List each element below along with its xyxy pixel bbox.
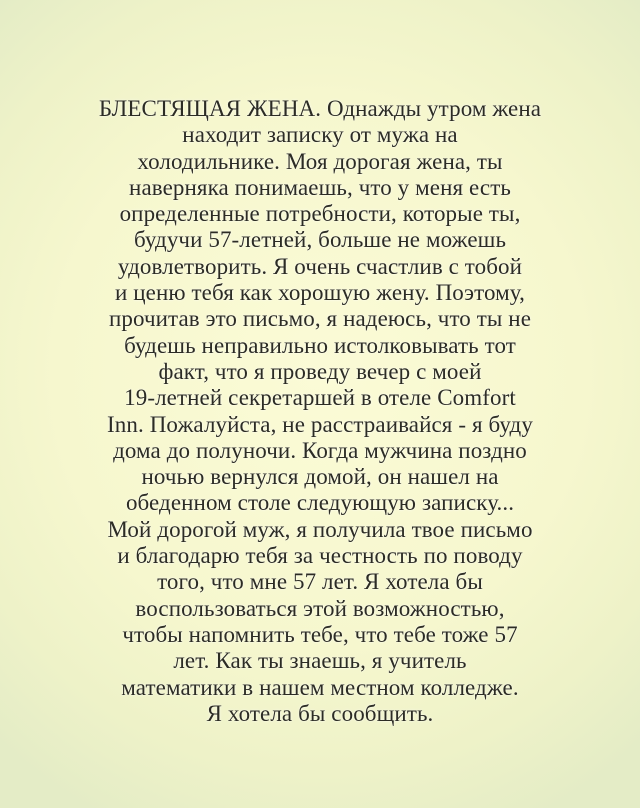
text-line: находит записку от мужа на — [182, 122, 458, 148]
text-line: дома до полуночи. Когда мужчина поздно — [113, 437, 527, 463]
text-line: лет. Как ты знаешь, я учитель — [173, 648, 467, 674]
text-line: обеденном столе следующую записку... — [125, 490, 515, 516]
text-line: будучи 57-летней, больше не можешь — [133, 227, 507, 253]
text-line: холодильнике. Моя дорогая жена, ты — [137, 148, 503, 174]
text-line: Inn. Пожалуйста, не расстраивайся - я буду — [107, 411, 533, 437]
text-line: факт, что я проведу вечер с моей — [158, 358, 482, 384]
text-line: БЛЕСТЯЩАЯ ЖЕНА. Однажды утром жена — [98, 96, 542, 121]
text-line: прочитав это письмо, я надеюсь, что ты не — [108, 306, 532, 332]
text-line: Мой дорогой муж, я получила твое письмо — [107, 516, 533, 542]
text-line: того, что мне 57 лет. Я хотела бы — [157, 569, 483, 595]
text-line: 19-летней секретаршей в отеле Comfort — [124, 385, 516, 411]
text-line: будешь неправильно истолковывать тот — [124, 332, 516, 358]
text-line: воспользоваться этой возможностью, — [135, 595, 505, 621]
text-line: Я хотела бы сообщить. — [206, 700, 434, 726]
text-line: наверняка понимаешь, что у меня есть — [129, 174, 511, 200]
text-line: чтобы напомнить тебе, что тебе тоже 57 — [122, 621, 518, 647]
joke-text — [56, 96, 584, 727]
text-line: ночью вернулся домой, он нашел на — [141, 464, 499, 490]
text-line: и ценю тебя как хорошую жену. Поэтому, — [115, 280, 525, 306]
text-line: определенные потребности, которые ты, — [119, 201, 521, 227]
text-line: и благодарю тебя за честность по поводу — [117, 543, 523, 569]
text-line: удовлетворить. Я очень счастлив с тобой — [117, 253, 523, 279]
text-line: математики в нашем местном колледже. — [121, 674, 519, 700]
